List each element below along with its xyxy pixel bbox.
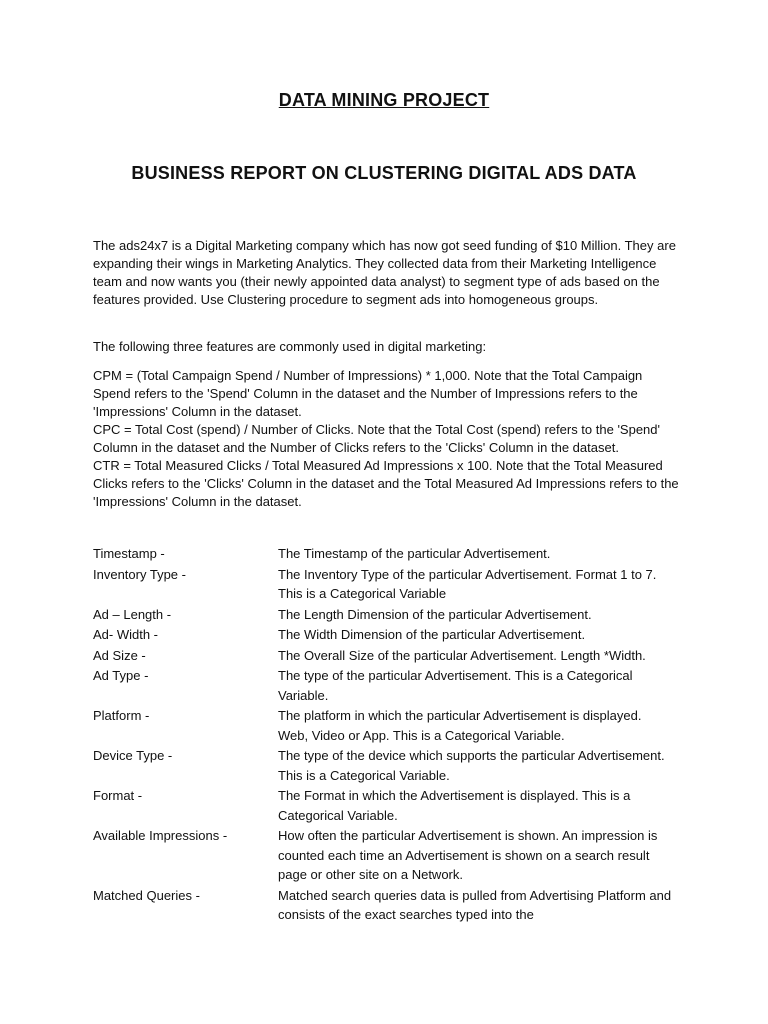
glossary-term: Device Type -: [93, 748, 173, 763]
glossary-definition: The Inventory Type of the particular Advertisement. Format 1 to 7. This is a Categorical Variable: [278, 566, 657, 601]
glossary-term: Matched Queries -: [93, 887, 200, 903]
glossary-definition: The Overall Size of the particular Advertisement. Length *Width.: [278, 647, 646, 663]
glossary-row: [93, 544, 693, 564]
glossary-term: Format -: [93, 788, 143, 803]
glossary-definition: Matched search queries data is pulled from Advertising Platform and consists of the exact searches typed into the: [278, 887, 672, 922]
glossary-term: Platform -: [93, 708, 150, 723]
glossary-row: [93, 886, 693, 925]
glossary-row: [93, 706, 693, 745]
glossary-term: Inventory Type -: [93, 566, 186, 582]
ctr-definition: CTR = Total Measured Clicks / Total Measured Ad Impressions x 100. Note that the Total Measured Clicks refers to the 'Clicks' Column in the dataset and the Total Measured Ad Impressions refers to the 'Impressions' Column in the dataset.: [93, 458, 679, 509]
glossary-row: [93, 826, 693, 885]
cpm-definition: CPM = (Total Campaign Spend / Number of Impressions) * 1,000. Note that the Total Campaign Spend refers to the 'Spend' Column in the dataset and the Number of Impressions refers to the 'Impressions' Column in the dataset.: [93, 368, 643, 419]
cpc-definition: CPC = Total Cost (spend) / Number of Clicks. Note that the Total Cost (spend) refers to the 'Spend' Column in the dataset and the Number of Clicks refers to the 'Clicks' Column in the dataset.: [93, 422, 660, 455]
glossary-row: [93, 625, 693, 645]
glossary-row: [93, 746, 693, 785]
glossary-definition: The Length Dimension of the particular Advertisement.: [278, 606, 592, 622]
glossary-term: Ad Type -: [93, 668, 149, 683]
document-title: DATA MINING PROJECT: [278, 90, 490, 110]
glossary-definition: The type of the particular Advertisement. This is a Categorical Variable.: [278, 668, 633, 703]
glossary-definition: The platform in which the particular Advertisement is displayed. Web, Video or App. This is a Categorical Variable.: [278, 708, 642, 743]
glossary-row: [93, 666, 693, 705]
glossary-term: Available Impressions -: [93, 828, 228, 843]
glossary-row: [93, 605, 693, 625]
features-intro-paragraph: The following three features are commonly used in digital marketing:: [93, 339, 487, 354]
glossary-definition: How often the particular Advertisement is shown. An impression is counted each time an Advertisement is shown on a search result page or other site on a Network.: [278, 828, 658, 882]
glossary-definition: The Width Dimension of the particular Advertisement.: [278, 627, 586, 642]
glossary-term: Timestamp -: [93, 546, 165, 561]
glossary-row: [93, 565, 693, 604]
glossary-term: Ad Size -: [93, 647, 146, 663]
glossary-definition: The Timestamp of the particular Advertisement.: [278, 546, 551, 561]
intro-paragraph: The ads24x7 is a Digital Marketing company which has now got seed funding of $10 Million. They are expanding their wings in Marketing Analytics. They collected data from their Marketing Intelligence team and now wants you (their newly appointed data analyst) to segment type of ads based on the features provided. Use Clustering procedure to segment ads into homogeneous groups.: [93, 238, 676, 307]
glossary-definition: The Format in which the Advertisement is displayed. This is a Categorical Variable.: [278, 788, 631, 823]
glossary-term: Ad- Width -: [93, 627, 159, 642]
glossary-row: [93, 786, 693, 825]
glossary-row: [93, 646, 693, 666]
glossary-definition: The type of the device which supports the particular Advertisement. This is a Categorical Variable.: [278, 748, 665, 783]
variable-glossary: [93, 544, 693, 926]
document-subtitle: BUSINESS REPORT ON CLUSTERING DIGITAL ADS DATA: [131, 163, 637, 183]
formula-block: [93, 367, 683, 511]
glossary-term: Ad – Length -: [93, 606, 172, 622]
